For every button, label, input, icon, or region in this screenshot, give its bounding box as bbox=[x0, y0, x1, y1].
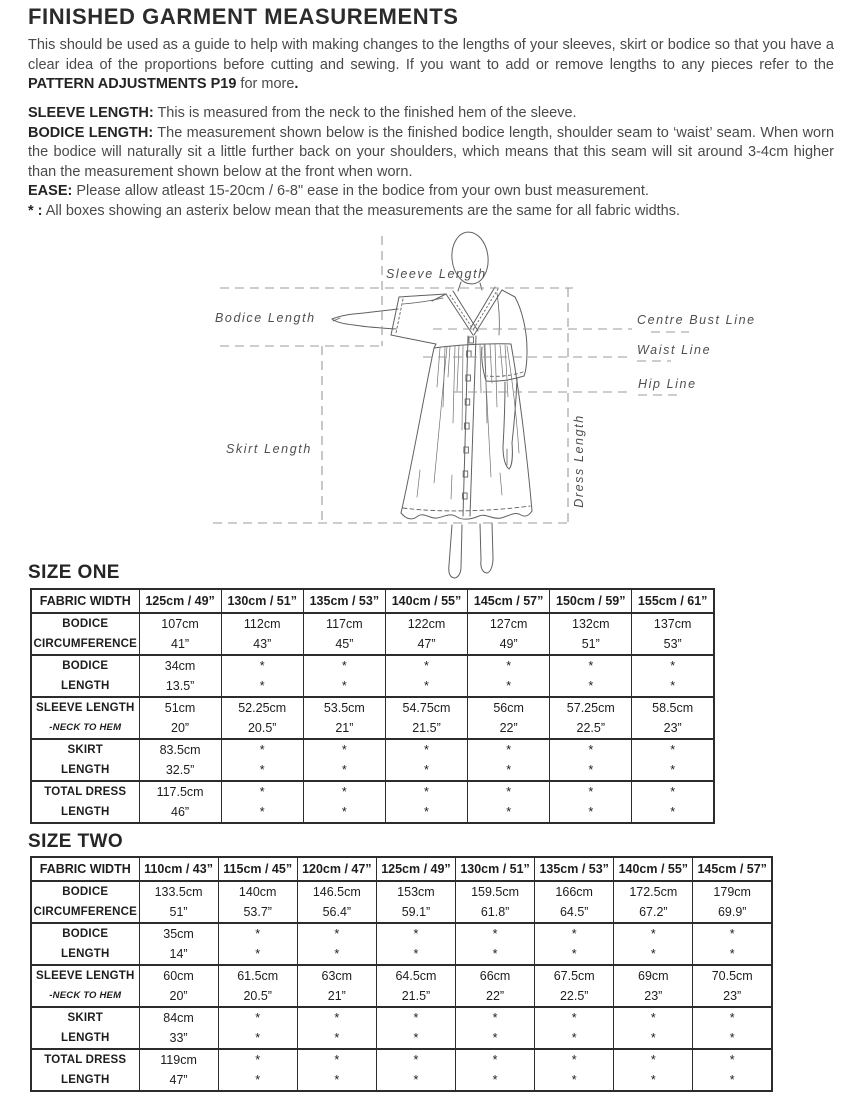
centre-bust-line-label: Centre Bust Line bbox=[637, 313, 756, 327]
column-header: 145cm / 57” bbox=[468, 589, 550, 613]
size-two-table bbox=[30, 856, 773, 1092]
table-row bbox=[31, 697, 714, 739]
measurement-cell: * * bbox=[550, 655, 632, 697]
measurement-cell: * * bbox=[693, 1007, 772, 1049]
measurement-cell: * * bbox=[385, 739, 467, 781]
measurement-cell: 70.5cm 23” bbox=[693, 965, 772, 1007]
measurement-cell: 146.5cm 56.4” bbox=[297, 881, 376, 923]
definition-sleeve-length bbox=[28, 104, 834, 124]
definition-term: SLEEVE LENGTH: bbox=[28, 105, 154, 121]
intro-period: . bbox=[294, 76, 299, 92]
column-header: 140cm / 55” bbox=[614, 857, 693, 881]
measurement-cell: * * bbox=[614, 923, 693, 965]
measurement-cell: * * bbox=[218, 923, 297, 965]
measurement-cell: 66cm 22” bbox=[456, 965, 535, 1007]
measurement-cell: * * bbox=[218, 1007, 297, 1049]
measurement-cell: 179cm 69.9” bbox=[693, 881, 772, 923]
definition-text: All boxes showing an asterix below mean that the measurements are the same for all fabric widths. bbox=[42, 202, 681, 219]
measurement-cell: 53.5cm 21” bbox=[303, 697, 385, 739]
measurement-cell: 63cm 21” bbox=[297, 965, 376, 1007]
measurement-cell: * * bbox=[468, 781, 550, 823]
row-label: SKIRT LENGTH bbox=[31, 739, 139, 781]
measurement-cell: 61.5cm 20.5” bbox=[218, 965, 297, 1007]
sleeve-length-label: Sleeve Length bbox=[386, 267, 487, 281]
measurement-cell: 83.5cm 32.5” bbox=[139, 739, 221, 781]
measurement-cell: * * bbox=[632, 781, 714, 823]
dress-length-label: Dress Length bbox=[571, 414, 586, 508]
measurement-cell: 52.25cm 20.5” bbox=[221, 697, 303, 739]
measurement-cell: * * bbox=[376, 923, 455, 965]
definition-asterisk bbox=[28, 202, 834, 222]
intro-paragraph bbox=[28, 36, 834, 95]
measurement-cell: * * bbox=[303, 655, 385, 697]
table-row bbox=[31, 881, 772, 923]
measurement-cell: 34cm 13.5” bbox=[139, 655, 221, 697]
measurement-cell: * * bbox=[550, 739, 632, 781]
definition-text: This is measured from the neck to the finished hem of the sleeve. bbox=[153, 105, 577, 121]
measurement-cell: * * bbox=[550, 781, 632, 823]
measurement-cell: * * bbox=[221, 781, 303, 823]
column-header: 130cm / 51” bbox=[456, 857, 535, 881]
measurement-cell: 107cm 41” bbox=[139, 613, 221, 655]
measurement-cell: * * bbox=[632, 739, 714, 781]
header-row bbox=[31, 589, 714, 613]
measurement-cell: 166cm 64.5” bbox=[535, 881, 614, 923]
measurement-cell: 140cm 53.7” bbox=[218, 881, 297, 923]
row-label: BODICE CIRCUMFERENCE bbox=[31, 613, 139, 655]
measurement-cell: * * bbox=[535, 923, 614, 965]
measurement-cell: * * bbox=[376, 1049, 455, 1091]
table-row bbox=[31, 1049, 772, 1091]
size-one-table bbox=[30, 588, 715, 824]
column-header: 130cm / 51” bbox=[221, 589, 303, 613]
measurement-cell: * * bbox=[693, 923, 772, 965]
column-header: 120cm / 47” bbox=[297, 857, 376, 881]
size-one-heading: SIZE ONE bbox=[28, 562, 120, 583]
measurement-cell: 122cm 47” bbox=[385, 613, 467, 655]
skirt-length-label: Skirt Length bbox=[226, 442, 312, 456]
measurement-cell: 54.75cm 21.5” bbox=[385, 697, 467, 739]
intro-text: This should be used as a guide to help with making changes to the lengths of your sleeves, skirt or bodice so that you have a clear idea of the proportions before cutting and sewing. If you want to add or remove lengths to any pieces refer to the bbox=[28, 37, 834, 73]
definition-term: EASE: bbox=[28, 183, 73, 200]
definition-text: The measurement shown below is the finished bodice length, shoulder seam to ‘waist’ seam. When worn the bodice will naturally sit a little further back on your shoulders, which means that this seam will sit around 3-4cm higher than the measurement shown below at the front when worn. bbox=[28, 124, 835, 180]
column-header: 135cm / 53” bbox=[303, 589, 385, 613]
column-header: 125cm / 49” bbox=[376, 857, 455, 881]
measurement-cell: 69cm 23” bbox=[614, 965, 693, 1007]
table-row bbox=[31, 923, 772, 965]
measurement-cell: * * bbox=[456, 1049, 535, 1091]
table-row bbox=[31, 613, 714, 655]
row-label: BODICE LENGTH bbox=[31, 655, 139, 697]
definition-term: * : bbox=[28, 202, 43, 219]
measurement-cell: * * bbox=[468, 655, 550, 697]
measurement-cell: 67.5cm 22.5” bbox=[535, 965, 614, 1007]
row-label: BODICE CIRCUMFERENCE bbox=[31, 881, 139, 923]
measurement-cell: 35cm 14” bbox=[139, 923, 218, 965]
measurement-cell: 117cm 45” bbox=[303, 613, 385, 655]
measurement-cell: * * bbox=[385, 655, 467, 697]
column-header: 115cm / 45” bbox=[218, 857, 297, 881]
column-header: 110cm / 43” bbox=[139, 857, 218, 881]
measurement-cell: 153cm 59.1” bbox=[376, 881, 455, 923]
definition-term: BODICE LENGTH: bbox=[28, 124, 154, 141]
measurement-cell: 64.5cm 21.5” bbox=[376, 965, 455, 1007]
measurement-cell: 159.5cm 61.8” bbox=[456, 881, 535, 923]
row-label: TOTAL DRESS LENGTH bbox=[31, 1049, 139, 1091]
measurement-cell: 127cm 49” bbox=[468, 613, 550, 655]
table-row bbox=[31, 965, 772, 1007]
table-row bbox=[31, 655, 714, 697]
column-header: 150cm / 59” bbox=[550, 589, 632, 613]
table-row bbox=[31, 739, 714, 781]
row-label: TOTAL DRESS LENGTH bbox=[31, 781, 139, 823]
measurement-cell: * * bbox=[376, 1007, 455, 1049]
column-header: 155cm / 61” bbox=[632, 589, 714, 613]
measurement-cell: 60cm 20” bbox=[139, 965, 218, 1007]
measurement-cell: 137cm 53” bbox=[632, 613, 714, 655]
definitions-block bbox=[28, 104, 834, 222]
measurement-cell: 57.25cm 22.5” bbox=[550, 697, 632, 739]
row-label: BODICE LENGTH bbox=[31, 923, 139, 965]
measurement-cell: 132cm 51” bbox=[550, 613, 632, 655]
row-label: SKIRT LENGTH bbox=[31, 1007, 139, 1049]
measurement-cell: * * bbox=[303, 781, 385, 823]
measurement-cell: * * bbox=[614, 1049, 693, 1091]
measurement-cell: * * bbox=[535, 1049, 614, 1091]
measurement-cell: * * bbox=[297, 1049, 376, 1091]
measurement-cell: * * bbox=[218, 1049, 297, 1091]
definition-ease bbox=[28, 182, 834, 202]
column-header: 125cm / 49” bbox=[139, 589, 221, 613]
header-row bbox=[31, 857, 772, 881]
row-label: SLEEVE LENGTH -NECK TO HEM bbox=[31, 697, 139, 739]
measurement-cell: * * bbox=[297, 1007, 376, 1049]
garment-measurement-diagram bbox=[0, 225, 860, 583]
measurement-cell: * * bbox=[632, 655, 714, 697]
definition-bodice-length bbox=[28, 124, 834, 183]
measurement-cell: * * bbox=[468, 739, 550, 781]
measurement-cell: 84cm 33” bbox=[139, 1007, 218, 1049]
pattern-adjustments-ref: PATTERN ADJUSTMENTS P19 bbox=[28, 76, 237, 92]
measurement-cell: * * bbox=[303, 739, 385, 781]
fabric-width-header: FABRIC WIDTH bbox=[31, 857, 139, 881]
measurement-cell: * * bbox=[221, 655, 303, 697]
bodice-length-label: Bodice Length bbox=[215, 311, 316, 325]
table-row bbox=[31, 781, 714, 823]
column-header: 145cm / 57” bbox=[693, 857, 772, 881]
definition-text: Please allow atleast 15-20cm / 6-8" ease in the bodice from your own bust measurement. bbox=[72, 183, 649, 200]
measurement-cell: * * bbox=[221, 739, 303, 781]
figure bbox=[332, 230, 532, 578]
measurement-cell: * * bbox=[456, 1007, 535, 1049]
row-label: SLEEVE LENGTH -NECK TO HEM bbox=[31, 965, 139, 1007]
size-two-heading: SIZE TWO bbox=[28, 831, 124, 852]
measurement-cell: 112cm 43” bbox=[221, 613, 303, 655]
measurement-cell: * * bbox=[614, 1007, 693, 1049]
hip-line-label: Hip Line bbox=[638, 377, 697, 391]
fabric-width-header: FABRIC WIDTH bbox=[31, 589, 139, 613]
measurement-cell: 119cm 47” bbox=[139, 1049, 218, 1091]
measurement-cell: * * bbox=[297, 923, 376, 965]
measurement-cell: * * bbox=[693, 1049, 772, 1091]
column-header: 140cm / 55” bbox=[385, 589, 467, 613]
table-row bbox=[31, 1007, 772, 1049]
column-header: 135cm / 53” bbox=[535, 857, 614, 881]
measurement-cell: 51cm 20” bbox=[139, 697, 221, 739]
measurement-cell: 117.5cm 46” bbox=[139, 781, 221, 823]
page-title: FINISHED GARMENT MEASUREMENTS bbox=[28, 4, 459, 29]
measurement-cell: 58.5cm 23” bbox=[632, 697, 714, 739]
intro-text-post: for more bbox=[236, 76, 295, 92]
measurement-cell: 172.5cm 67.2” bbox=[614, 881, 693, 923]
measurement-cell: 133.5cm 51” bbox=[139, 881, 218, 923]
measurement-cell: * * bbox=[385, 781, 467, 823]
waist-line-label: Waist Line bbox=[637, 343, 712, 357]
measurement-cell: 56cm 22” bbox=[468, 697, 550, 739]
measurement-cell: * * bbox=[456, 923, 535, 965]
measurement-cell: * * bbox=[535, 1007, 614, 1049]
